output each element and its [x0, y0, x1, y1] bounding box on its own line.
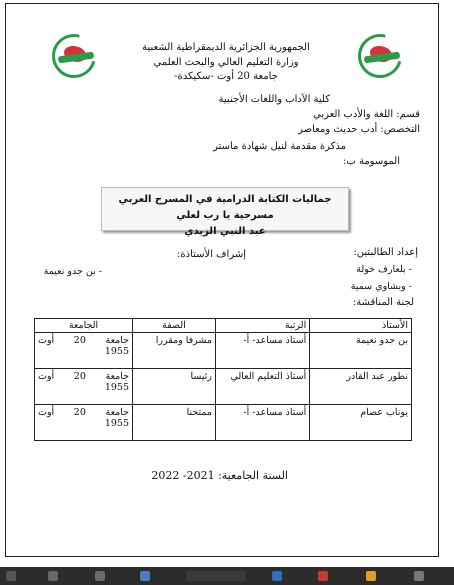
- member-rank: أستاذ مساعد- أ-: [215, 333, 309, 369]
- students-label: إعداد الطالبتين:: [353, 247, 418, 258]
- header-role: الصفة: [133, 319, 216, 333]
- specialty-line: التخصص: أدب حديث ومعاصر: [298, 124, 420, 135]
- thesis-title-box: [101, 187, 349, 237]
- ministry-line: وزارة التعليم العالي والبحث العلمي: [153, 57, 299, 68]
- header-professor: الأستاذ: [310, 319, 412, 333]
- folder-icon[interactable]: [366, 571, 376, 581]
- table-row: [35, 369, 412, 405]
- taskbar: [0, 567, 454, 585]
- republic-line: الجمهورية الجزائرية الديمقراطية الشعبية: [142, 42, 310, 53]
- thesis-title-line1: جماليات الكتابة الدرامية في المسرح العربي مسرحية يا رب لعلي: [118, 194, 332, 221]
- department-line: قسم: اللغة والأدب العربي: [312, 109, 420, 120]
- tray-icon[interactable]: [414, 571, 424, 581]
- word-icon[interactable]: [272, 571, 282, 581]
- committee-label: لجنة المناقشة:: [352, 297, 414, 308]
- member-role: رئيسا: [133, 369, 216, 405]
- active-window-button[interactable]: [186, 571, 246, 581]
- supervision-label: إشراف الأستاذة:: [177, 249, 246, 260]
- member-name: نطور عبد القادر: [310, 369, 412, 405]
- committee-header-row: [35, 319, 412, 333]
- academic-year: السنة الجامعية: 2021- 2022: [151, 469, 288, 482]
- titled-label: الموسومة ب:: [343, 156, 400, 167]
- table-row: [35, 333, 412, 369]
- university-line: جامعة 20 أوت -سكيكدة-: [174, 71, 278, 82]
- member-name: يوناب عصام: [310, 405, 412, 441]
- thesis-title-line2: عبد النبي الزيدي: [184, 226, 266, 237]
- member-role: ممتحنا: [133, 405, 216, 441]
- windows-start-icon[interactable]: [6, 571, 16, 581]
- task-view-icon[interactable]: [95, 571, 105, 581]
- supervisor-name: - بن جدو نعيمة: [43, 266, 102, 277]
- member-university: جامعة 20 أوت 1955: [35, 333, 133, 369]
- student-name-2: - وبشاوي سمية: [350, 281, 412, 292]
- member-rank: أستاذ التعليم العالي: [215, 369, 309, 405]
- member-role: مشرفا ومقررا: [133, 333, 216, 369]
- table-row: [35, 405, 412, 441]
- university-logo-left: [50, 32, 100, 76]
- header-rank: الرتبة: [215, 319, 309, 333]
- university-logo-right: [356, 32, 406, 76]
- member-university: جامعة 20 أوت 1955: [35, 369, 133, 405]
- faculty-line: كلية الآداب واللغات الأجنبية: [218, 94, 330, 105]
- pdf-icon[interactable]: [318, 571, 328, 581]
- committee-table: [34, 318, 412, 441]
- document-page: [5, 3, 439, 557]
- member-name: بن جدو نعيمة: [310, 333, 412, 369]
- member-rank: أستاذ مساعد- أ-: [215, 405, 309, 441]
- memo-line: مذكرة مقدمة لنيل شهادة ماستر: [213, 141, 346, 152]
- student-name-1: - بلعارف خولة: [356, 264, 412, 275]
- browser-icon[interactable]: [140, 571, 150, 581]
- member-university: جامعة 20 أوت 1955: [35, 405, 133, 441]
- search-icon[interactable]: [48, 571, 58, 581]
- header-university: الجامعة: [35, 319, 133, 333]
